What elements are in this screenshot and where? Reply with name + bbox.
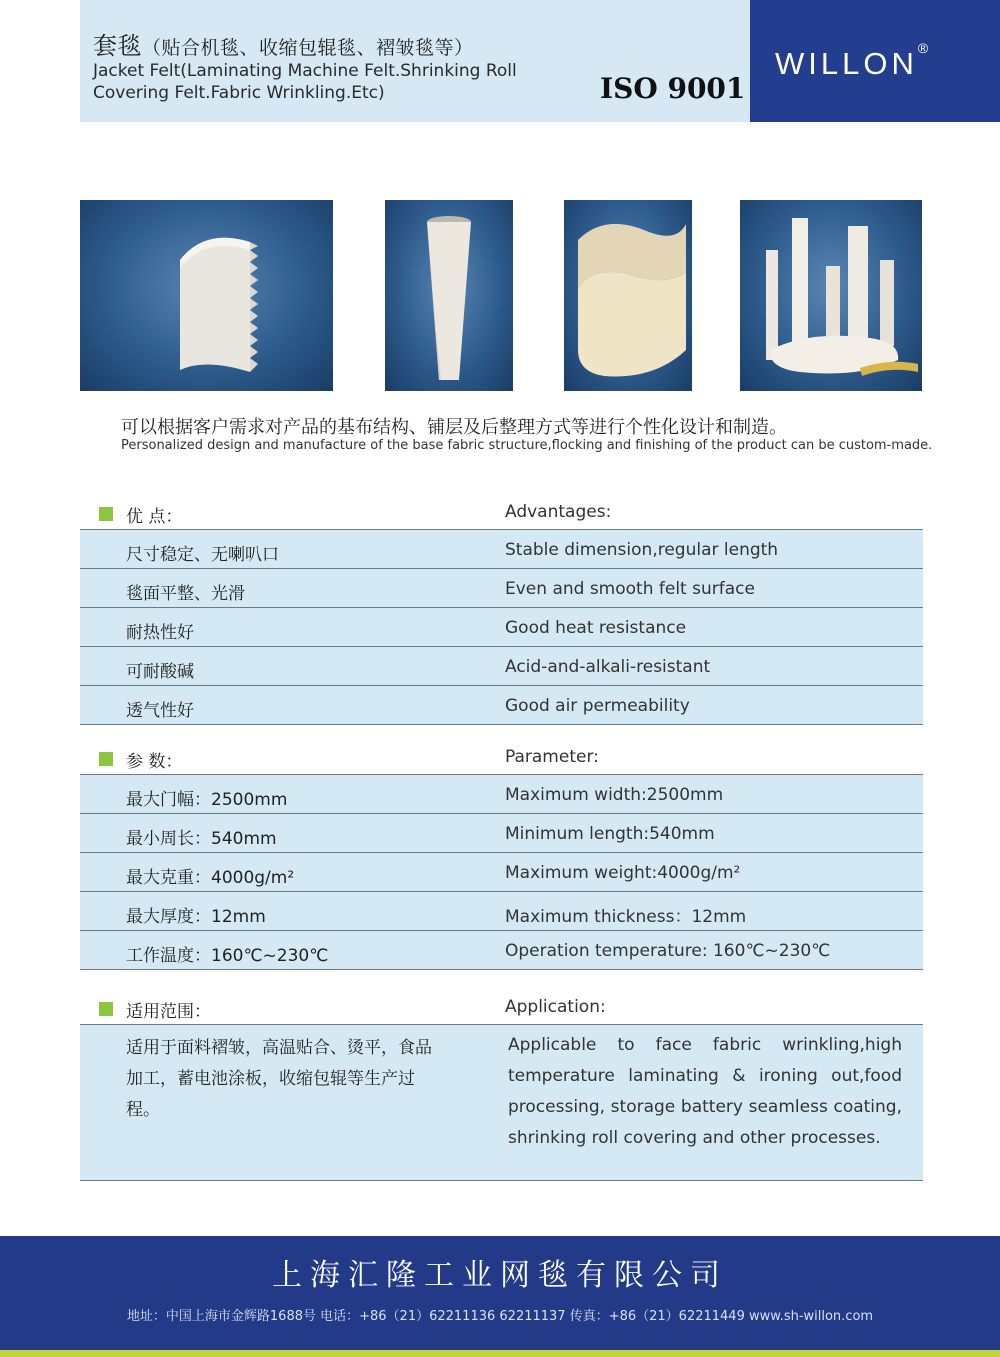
footer-stripe [0, 1350, 1000, 1357]
product-photo-felt-assortment [740, 200, 922, 391]
advantage-row [80, 647, 923, 686]
company-name: 上海汇隆工业网毯有限公司 [272, 1258, 728, 1293]
advantage-row [80, 530, 923, 569]
parameter-zh: 工作温度：160℃~230℃ [126, 946, 329, 966]
parameter-zh: 最大克重：4000g/m² [126, 868, 295, 888]
bullet-square-icon [99, 1002, 113, 1016]
product-photo-corrugated-felt [80, 200, 333, 391]
customization-caption-zh: 可以根据客户需求对产品的基布结构、铺层及后整理方式等进行个性化设计和制造。 [121, 417, 787, 438]
parameter-zh: 最小周长：540mm [126, 829, 277, 849]
felt-assortment-illustration [740, 200, 922, 391]
product-photo-tube-felt [385, 200, 513, 391]
parameter-en: Operation temperature: 160℃~230℃ [505, 941, 831, 961]
application-heading-en: Application: [505, 997, 606, 1017]
customization-caption-en: Personalized design and manufacture of the base fabric structure,flocking and finishing of the product can be custom-made. [121, 438, 933, 453]
parameter-row [80, 775, 923, 814]
endless-belt-illustration [564, 200, 692, 391]
page-title-zh [93, 26, 474, 61]
advantage-zh: 耐热性好 [126, 623, 194, 643]
parameters-heading-en: Parameter: [505, 747, 599, 767]
title-zh-sub: （贴合机毯、收缩包辊毯、褶皱毯等） [142, 37, 474, 59]
advantage-en: Stable dimension,regular length [505, 540, 779, 560]
page-title-en [93, 60, 573, 104]
parameter-zh: 最大门幅：2500mm [126, 790, 288, 810]
advantage-en: Even and smooth felt surface [505, 579, 755, 599]
application-text-zh: 适用于面料褶皱，高温贴合、烫平，食品加工，蓄电池涂板，收缩包辊等生产过程。 [126, 1038, 432, 1120]
brand-name: WILLON [775, 46, 918, 81]
title-en-line1: Jacket Felt(Laminating Machine Felt.Shrinking Roll [93, 61, 517, 81]
parameter-row [80, 814, 923, 853]
parameter-en: Maximum weight:4000g/m² [505, 863, 741, 883]
parameter-row [80, 892, 923, 931]
corrugated-felt-illustration [80, 200, 333, 391]
title-en-line2: Covering Felt.Fabric Wrinkling.Etc) [93, 83, 385, 103]
registered-mark: ® [917, 40, 929, 56]
parameters-heading-zh: 参 数： [126, 752, 183, 772]
advantage-zh: 毯面平整、光滑 [126, 584, 245, 604]
advantages-heading-en: Advantages: [505, 502, 612, 522]
tube-felt-illustration [385, 200, 513, 391]
bullet-square-icon [99, 507, 113, 521]
application-heading [80, 994, 923, 1024]
application-text-en: Applicable to face fabric wrinkling,high temperature laminating & ironing out,food processing, storage battery seamless coating, shrinking roll covering and other processes. [508, 1035, 902, 1148]
advantage-en: Acid-and-alkali-resistant [505, 657, 711, 677]
application-heading-zh: 适用范围： [126, 1002, 211, 1022]
advantage-zh: 透气性好 [126, 701, 194, 721]
advantage-row [80, 686, 923, 725]
parameter-en: Maximum width:2500mm [505, 785, 724, 805]
parameter-row [80, 931, 923, 970]
advantage-en: Good air permeability [505, 696, 690, 716]
title-zh-main: 套毯 [93, 32, 142, 60]
parameter-en: Minimum length:540mm [505, 824, 715, 844]
advantages-heading [80, 499, 923, 529]
parameter-en: Maximum thickness：12mm [505, 907, 747, 927]
brand-logo [775, 40, 929, 82]
iso-certification: ISO 9001 [600, 72, 746, 105]
advantage-row [80, 569, 923, 608]
advantage-zh: 可耐酸碱 [126, 662, 194, 682]
contact-info: 地址：中国上海市金辉路1688号 电话：+86（21）62211136 62211137 传真：+86（21）62211449 www.sh-willon.com [126, 1309, 874, 1324]
parameter-zh: 最大厚度：12mm [126, 907, 266, 927]
advantage-row [80, 608, 923, 647]
advantage-zh: 尺寸稳定、无喇叭口 [126, 545, 279, 565]
advantages-heading-zh: 优 点： [126, 507, 183, 527]
bullet-square-icon [99, 752, 113, 766]
parameter-row [80, 853, 923, 892]
parameters-heading [80, 744, 923, 774]
product-photo-endless-belt [564, 200, 692, 391]
advantage-en: Good heat resistance [505, 618, 687, 638]
